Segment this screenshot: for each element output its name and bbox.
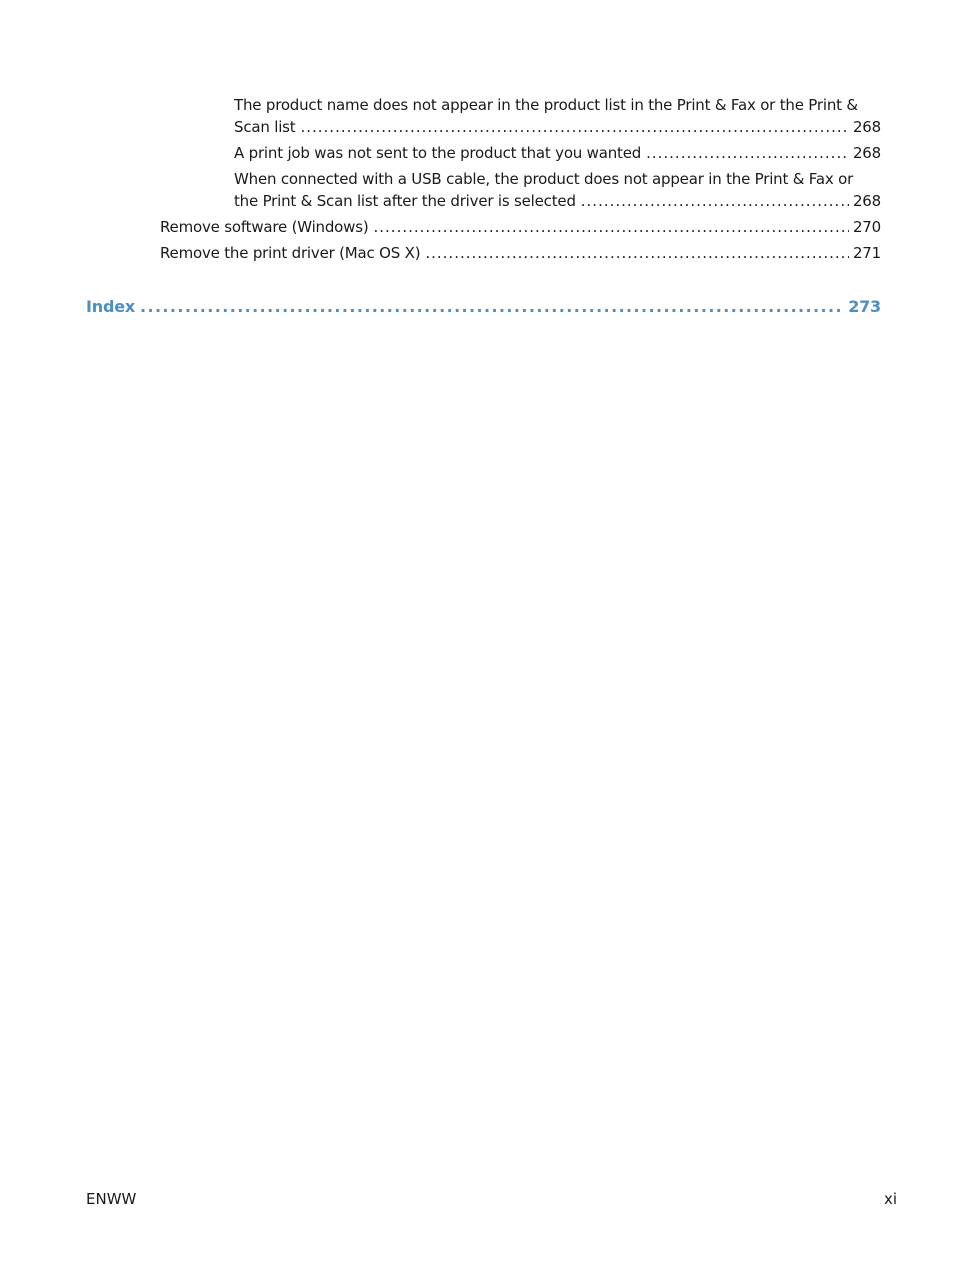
toc-page-number: 268 [852,144,881,162]
dot-leader [646,142,849,164]
toc-entry-text-line1: The product name does not appear in the product list in the Print & Fax or the Print & [234,96,858,114]
toc-entry-text-line1: When connected with a USB cable, the product does not appear in the Print & Fax or [234,170,854,188]
toc-entry-text-line2: Scan list [234,118,296,136]
toc-chapter-title: Index [86,297,135,316]
toc-entry-index[interactable] [86,296,881,318]
toc-entry-text-line2: the Print & Scan list after the driver is selected [234,192,576,210]
dot-leader [300,116,849,138]
toc-entry-product-name-not-in-list[interactable] [234,94,881,138]
dot-leader [374,216,849,238]
toc-page-number: 268 [852,192,881,210]
dot-leader [140,296,844,318]
toc-entry-remove-software-windows[interactable] [160,216,881,238]
toc-entry-usb-product-not-appear[interactable] [234,168,881,212]
toc-entry-text: Remove the print driver (Mac OS X) [160,244,421,262]
dot-leader [425,242,849,264]
toc-entry-text: A print job was not sent to the product that you wanted [234,144,642,162]
toc-page-number: 273 [848,297,881,316]
footer-page-number: xi [883,1190,897,1208]
dot-leader [581,190,849,212]
toc-page-number: 268 [852,118,881,136]
toc-page-number: 271 [852,244,881,262]
toc-entry-remove-print-driver-mac[interactable] [160,242,881,264]
toc-page-number: 270 [852,218,881,236]
toc-entry-text: Remove software (Windows) [160,218,369,236]
toc-entry-print-job-not-sent[interactable] [234,142,881,164]
footer-doc-code: ENWW [86,1190,137,1208]
